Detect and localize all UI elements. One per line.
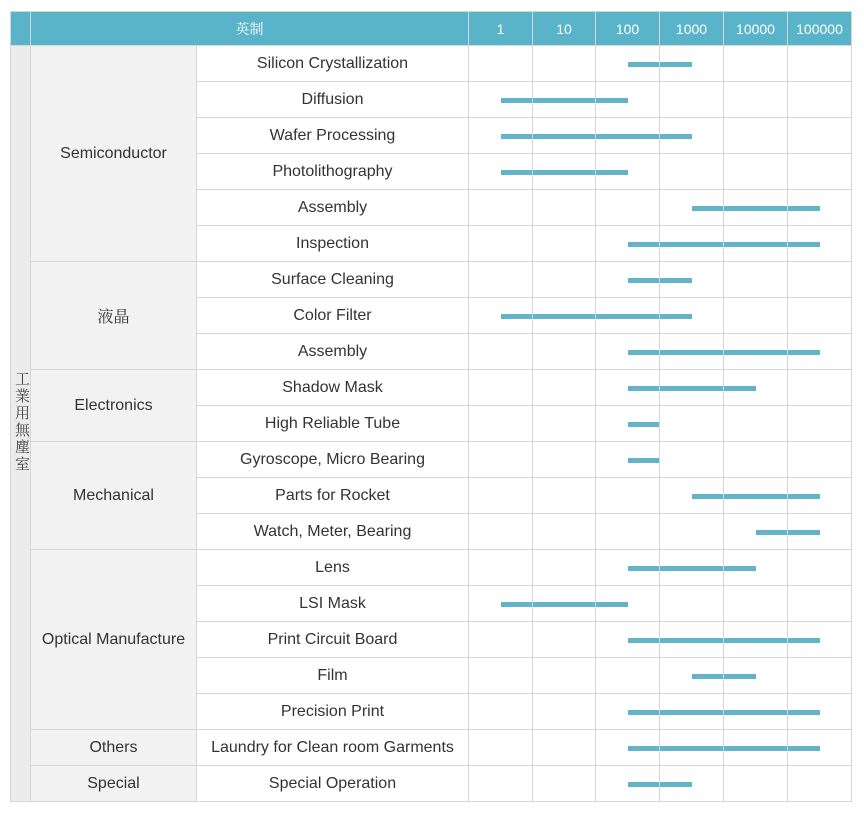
class-cell (788, 370, 852, 406)
range-bar (628, 314, 660, 319)
range-bar (756, 710, 788, 715)
range-bar (692, 674, 724, 679)
table-row (11, 730, 852, 766)
class-cell (788, 334, 852, 370)
class-cell (596, 82, 660, 118)
range-bar (724, 350, 756, 355)
process-cell: High Reliable Tube (197, 406, 469, 442)
range-bar (501, 602, 533, 607)
range-bar (501, 314, 533, 319)
header-corner (11, 12, 31, 46)
class-cell (596, 550, 660, 586)
class-cell (724, 658, 788, 694)
class-cell (660, 550, 724, 586)
range-bar (660, 62, 692, 67)
class-cell (596, 658, 660, 694)
range-bar (724, 638, 756, 643)
class-header: 10000 (724, 12, 788, 46)
range-bar (756, 242, 788, 247)
range-bar (756, 350, 788, 355)
class-cell (660, 694, 724, 730)
range-bar (628, 422, 660, 427)
range-bar (660, 314, 692, 319)
class-cell (533, 46, 596, 82)
range-bar (756, 530, 788, 535)
class-cell (533, 334, 596, 370)
class-cell (533, 442, 596, 478)
class-header: 1000 (660, 12, 724, 46)
class-cell (533, 154, 596, 190)
class-cell (724, 262, 788, 298)
class-cell (788, 658, 852, 694)
range-bar (564, 134, 595, 139)
process-cell: Lens (197, 550, 469, 586)
class-cell (533, 298, 596, 334)
side-label-text: 工業用無塵室 (13, 370, 30, 473)
class-cell (469, 82, 533, 118)
class-cell (788, 190, 852, 226)
class-cell (469, 190, 533, 226)
class-cell (469, 658, 533, 694)
range-bar (533, 98, 564, 103)
class-header: 10 (533, 12, 596, 46)
class-cell (596, 46, 660, 82)
table-row (11, 262, 852, 298)
range-bar (596, 170, 628, 175)
process-cell: Silicon Crystallization (197, 46, 469, 82)
range-bar (628, 710, 660, 715)
range-bar (788, 746, 820, 751)
range-bar (564, 314, 595, 319)
class-cell (788, 262, 852, 298)
range-bar (692, 566, 724, 571)
range-bar (660, 566, 692, 571)
class-cell (660, 46, 724, 82)
class-cell (724, 298, 788, 334)
class-cell (724, 190, 788, 226)
header-row (11, 12, 852, 46)
class-cell (724, 334, 788, 370)
class-cell (533, 586, 596, 622)
range-bar (756, 638, 788, 643)
process-cell: Precision Print (197, 694, 469, 730)
class-cell (788, 82, 852, 118)
range-bar (660, 278, 692, 283)
class-cell (469, 226, 533, 262)
process-cell: Gyroscope, Micro Bearing (197, 442, 469, 478)
class-cell (533, 82, 596, 118)
table-row (11, 46, 852, 82)
range-bar (692, 710, 724, 715)
range-bar (692, 494, 724, 499)
class-cell (724, 622, 788, 658)
industrial-cleanroom-label (11, 46, 31, 802)
class-cell (533, 478, 596, 514)
range-bar (660, 350, 692, 355)
class-cell (788, 478, 852, 514)
range-bar (692, 386, 724, 391)
range-bar (724, 674, 756, 679)
class-cell (788, 154, 852, 190)
class-cell (596, 622, 660, 658)
class-cell (660, 226, 724, 262)
class-cell (469, 406, 533, 442)
class-cell (788, 586, 852, 622)
range-bar (724, 494, 756, 499)
class-cell (660, 406, 724, 442)
process-cell: LSI Mask (197, 586, 469, 622)
range-bar (596, 314, 628, 319)
class-cell (788, 730, 852, 766)
range-bar (692, 206, 724, 211)
range-bar (788, 530, 820, 535)
class-cell (724, 370, 788, 406)
range-bar (596, 98, 628, 103)
range-bar (501, 170, 533, 175)
range-bar (628, 746, 660, 751)
class-cell (596, 226, 660, 262)
table-row (11, 550, 852, 586)
class-cell (788, 298, 852, 334)
range-bar (564, 170, 595, 175)
range-bar (533, 170, 564, 175)
class-cell (788, 766, 852, 802)
process-cell: Surface Cleaning (197, 262, 469, 298)
range-bar (660, 242, 692, 247)
range-bar (564, 602, 595, 607)
class-cell (469, 442, 533, 478)
range-bar (692, 350, 724, 355)
class-cell (788, 226, 852, 262)
process-cell: Shadow Mask (197, 370, 469, 406)
range-bar (628, 350, 660, 355)
class-cell (724, 586, 788, 622)
class-cell (660, 190, 724, 226)
class-cell (660, 370, 724, 406)
range-bar (628, 386, 660, 391)
range-bar (788, 638, 820, 643)
class-cell (469, 622, 533, 658)
range-bar (724, 386, 756, 391)
range-bar (756, 206, 788, 211)
cleanroom-class-table (10, 11, 852, 802)
range-bar (660, 746, 692, 751)
class-cell (596, 694, 660, 730)
range-bar (564, 98, 595, 103)
class-cell (788, 622, 852, 658)
class-cell (469, 370, 533, 406)
class-cell (660, 622, 724, 658)
class-cell (533, 370, 596, 406)
process-cell: Color Filter (197, 298, 469, 334)
class-cell (788, 406, 852, 442)
range-bar (660, 782, 692, 787)
table-body (11, 46, 852, 802)
class-cell (660, 766, 724, 802)
range-bar (596, 602, 628, 607)
range-bar (756, 746, 788, 751)
category-cell: Electronics (31, 370, 197, 442)
class-cell (788, 550, 852, 586)
class-cell (533, 262, 596, 298)
class-cell (788, 694, 852, 730)
table-row (11, 766, 852, 802)
class-cell (724, 82, 788, 118)
class-cell (724, 442, 788, 478)
class-cell (660, 514, 724, 550)
class-cell (469, 46, 533, 82)
class-cell (596, 154, 660, 190)
class-cell (788, 118, 852, 154)
class-cell (533, 118, 596, 154)
class-cell (469, 514, 533, 550)
class-cell (660, 478, 724, 514)
class-cell (660, 442, 724, 478)
class-cell (596, 298, 660, 334)
range-bar (724, 206, 756, 211)
range-bar (788, 710, 820, 715)
class-cell (469, 586, 533, 622)
process-cell: Wafer Processing (197, 118, 469, 154)
range-bar (660, 386, 692, 391)
class-cell (469, 334, 533, 370)
range-bar (724, 566, 756, 571)
class-cell (660, 586, 724, 622)
class-cell (596, 478, 660, 514)
range-bar (692, 638, 724, 643)
range-bar (724, 710, 756, 715)
category-cell: Semiconductor (31, 46, 197, 262)
class-cell (469, 694, 533, 730)
range-bar (596, 134, 628, 139)
class-cell (533, 406, 596, 442)
category-cell: Mechanical (31, 442, 197, 550)
class-cell (724, 154, 788, 190)
range-bar (788, 242, 820, 247)
class-cell (724, 406, 788, 442)
range-bar (724, 746, 756, 751)
class-cell (660, 118, 724, 154)
range-bar (724, 242, 756, 247)
class-cell (596, 406, 660, 442)
range-bar (756, 494, 788, 499)
range-bar (628, 242, 660, 247)
category-cell: Optical Manufacture (31, 550, 197, 730)
range-bar (660, 134, 692, 139)
process-cell: Special Operation (197, 766, 469, 802)
process-cell: Parts for Rocket (197, 478, 469, 514)
class-cell (596, 370, 660, 406)
table-row (11, 370, 852, 406)
class-cell (469, 118, 533, 154)
class-cell (596, 514, 660, 550)
class-cell (533, 658, 596, 694)
range-bar (628, 458, 660, 463)
class-cell (469, 154, 533, 190)
range-bar (660, 710, 692, 715)
class-cell (724, 478, 788, 514)
class-cell (469, 262, 533, 298)
class-cell (660, 730, 724, 766)
process-cell: Inspection (197, 226, 469, 262)
class-cell (724, 514, 788, 550)
class-cell (533, 514, 596, 550)
class-cell (660, 334, 724, 370)
class-cell (724, 694, 788, 730)
class-cell (724, 226, 788, 262)
range-bar (501, 134, 533, 139)
class-cell (660, 82, 724, 118)
range-bar (628, 782, 660, 787)
class-cell (533, 190, 596, 226)
process-cell: Photolithography (197, 154, 469, 190)
range-bar (628, 62, 660, 67)
class-cell (660, 154, 724, 190)
range-bar (788, 206, 820, 211)
class-cell (596, 586, 660, 622)
table-row (11, 442, 852, 478)
class-cell (533, 226, 596, 262)
category-cell: Special (31, 766, 197, 802)
range-bar (788, 494, 820, 499)
class-cell (660, 298, 724, 334)
class-cell (660, 658, 724, 694)
class-cell (469, 298, 533, 334)
process-cell: Film (197, 658, 469, 694)
class-cell (724, 118, 788, 154)
class-cell (596, 262, 660, 298)
class-cell (469, 766, 533, 802)
class-cell (596, 334, 660, 370)
range-bar (533, 602, 564, 607)
process-cell: Watch, Meter, Bearing (197, 514, 469, 550)
process-cell: Diffusion (197, 82, 469, 118)
range-bar (501, 98, 533, 103)
range-bar (692, 746, 724, 751)
range-bar (628, 134, 660, 139)
process-cell: Assembly (197, 334, 469, 370)
class-cell (724, 730, 788, 766)
category-cell: 液晶 (31, 262, 197, 370)
class-cell (724, 766, 788, 802)
process-cell: Assembly (197, 190, 469, 226)
class-cell (660, 262, 724, 298)
range-bar (628, 278, 660, 283)
header-label: 英制 (31, 12, 469, 46)
class-header: 100 (596, 12, 660, 46)
class-header: 100000 (788, 12, 852, 46)
class-cell (596, 190, 660, 226)
range-bar (692, 242, 724, 247)
class-cell (724, 550, 788, 586)
class-cell (596, 730, 660, 766)
class-header: 1 (469, 12, 533, 46)
range-bar (788, 350, 820, 355)
class-cell (533, 730, 596, 766)
class-cell (596, 442, 660, 478)
range-bar (628, 566, 660, 571)
range-bar (628, 638, 660, 643)
class-cell (788, 46, 852, 82)
range-bar (660, 638, 692, 643)
process-cell: Laundry for Clean room Garments (197, 730, 469, 766)
range-bar (533, 314, 564, 319)
class-cell (533, 622, 596, 658)
class-cell (533, 694, 596, 730)
class-cell (469, 730, 533, 766)
class-cell (788, 442, 852, 478)
class-cell (596, 118, 660, 154)
class-cell (596, 766, 660, 802)
class-cell (533, 766, 596, 802)
class-cell (533, 550, 596, 586)
class-cell (788, 514, 852, 550)
class-cell (724, 46, 788, 82)
process-cell: Print Circuit Board (197, 622, 469, 658)
range-bar (533, 134, 564, 139)
class-cell (469, 550, 533, 586)
category-cell: Others (31, 730, 197, 766)
class-cell (469, 478, 533, 514)
